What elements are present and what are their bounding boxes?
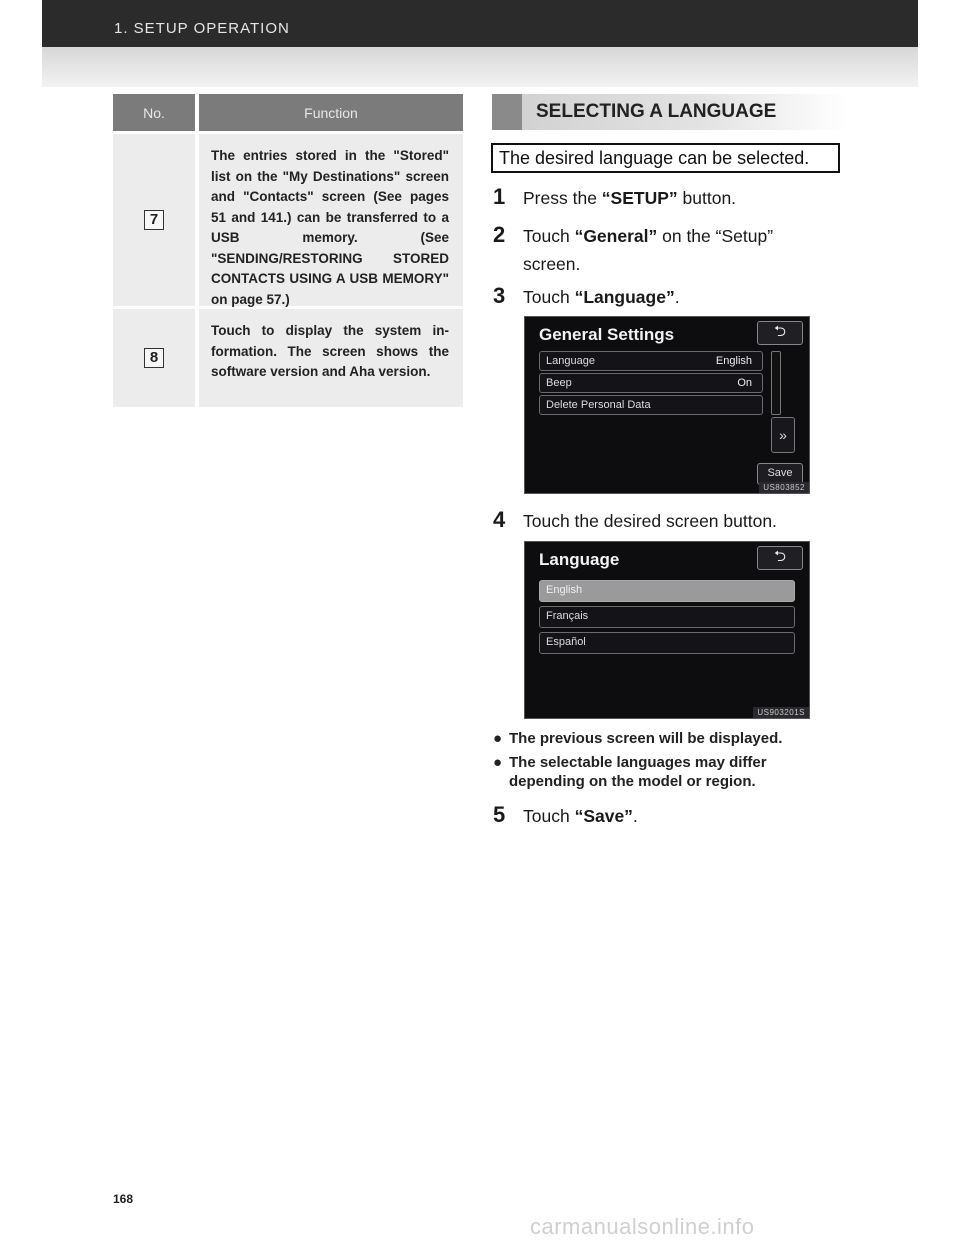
step-1	[493, 184, 736, 210]
bullet-text-continued: depending on the model or region.	[509, 773, 756, 790]
language-option-english[interactable]: English	[539, 580, 795, 602]
note-bullet	[493, 729, 841, 748]
bullet-text: The selectable languages may differ	[509, 754, 767, 771]
figure-code: US803852	[759, 482, 809, 493]
row-number-badge: 7	[144, 210, 164, 230]
screen-title: General Settings	[539, 325, 675, 344]
setting-label: Language	[546, 355, 595, 367]
section-intro: The desired language can be selected.	[491, 143, 840, 173]
page-down-arrow-icon[interactable]: »	[771, 417, 795, 453]
bullet-text: The previous screen will be displayed.	[509, 730, 783, 747]
step-text-post: on the “Setup”	[657, 226, 774, 246]
row-function-text: Touch to display the system in-formation. The screen shows the software version and Aha version.	[199, 309, 463, 407]
language-option-francais[interactable]: Français	[539, 606, 795, 628]
step-text-bold: “SETUP”	[601, 188, 678, 208]
row-function-text: The entries stored in the "Stored" list on the "My Destinations" screen and "Contacts" screen (See pages 51 and 141.) can be transferred to a USB memory. (See "SENDING/RESTORING STORED CONTACTS USING A USB MEMORY" on page 57.)	[199, 134, 463, 306]
language-option-espanol[interactable]: Español	[539, 632, 795, 654]
step-text-bold: “Save”	[574, 806, 633, 826]
table-header	[113, 94, 463, 131]
bullet-dot-icon: ●	[493, 754, 503, 771]
step-text-pre: Touch	[523, 287, 575, 307]
step-text-pre: Touch	[523, 806, 575, 826]
back-button[interactable]: ⮌	[757, 546, 803, 570]
figure-code: US903201S	[753, 707, 809, 718]
step-text-bold: “Language”	[574, 287, 675, 307]
section-title: SELECTING A LANGUAGE	[536, 101, 777, 122]
step-text-continued: screen.	[523, 254, 581, 274]
step-number: 3	[493, 283, 506, 308]
table-row	[113, 134, 463, 306]
row-number-badge: 8	[144, 348, 164, 368]
header-bar	[42, 0, 918, 47]
step-text-post: button.	[677, 188, 737, 208]
setting-label: Delete Personal Data	[546, 399, 651, 411]
step-text-bold: “General”	[574, 226, 658, 246]
setting-value: English	[715, 355, 752, 367]
setting-value: On	[737, 377, 752, 389]
step-number: 1	[493, 184, 506, 209]
step-5	[493, 802, 638, 828]
step-4	[493, 507, 777, 533]
scrollbar[interactable]	[771, 351, 781, 415]
page-number: 168	[113, 1192, 134, 1206]
section-heading-marker	[492, 94, 522, 130]
setting-item-beep[interactable]	[539, 373, 763, 393]
table-row	[113, 309, 463, 407]
section-header-title: 1. SETUP OPERATION	[114, 20, 290, 37]
row-number-cell	[113, 309, 195, 407]
column-header-function: Function	[199, 94, 463, 131]
save-button[interactable]: Save	[757, 463, 803, 485]
setting-item-language[interactable]	[539, 351, 763, 371]
back-button[interactable]: ⮌	[757, 321, 803, 345]
setting-label: Beep	[546, 377, 572, 389]
general-settings-screen	[524, 316, 810, 494]
header-gradient-band	[42, 47, 918, 87]
step-3	[493, 283, 680, 309]
step-text-pre: Touch the desired screen button.	[523, 511, 777, 531]
bullet-dot-icon: ●	[493, 730, 503, 747]
note-bullet	[493, 753, 841, 791]
step-text-pre: Touch	[523, 226, 575, 246]
row-number-cell	[113, 134, 195, 306]
function-table	[113, 94, 463, 407]
language-screen	[524, 541, 810, 719]
setting-item-delete-personal-data[interactable]	[539, 395, 763, 415]
step-number: 5	[493, 802, 506, 827]
step-text-post: .	[632, 806, 638, 826]
section-heading	[492, 94, 848, 130]
screen-title: Language	[539, 550, 620, 569]
step-text-pre: Press the	[523, 188, 602, 208]
watermark: carmanualsonline.info	[530, 1214, 755, 1239]
step-number: 2	[493, 222, 506, 247]
step-2	[493, 222, 843, 275]
column-header-no: No.	[113, 94, 195, 131]
step-text-post: .	[674, 287, 680, 307]
step-number: 4	[493, 507, 506, 532]
